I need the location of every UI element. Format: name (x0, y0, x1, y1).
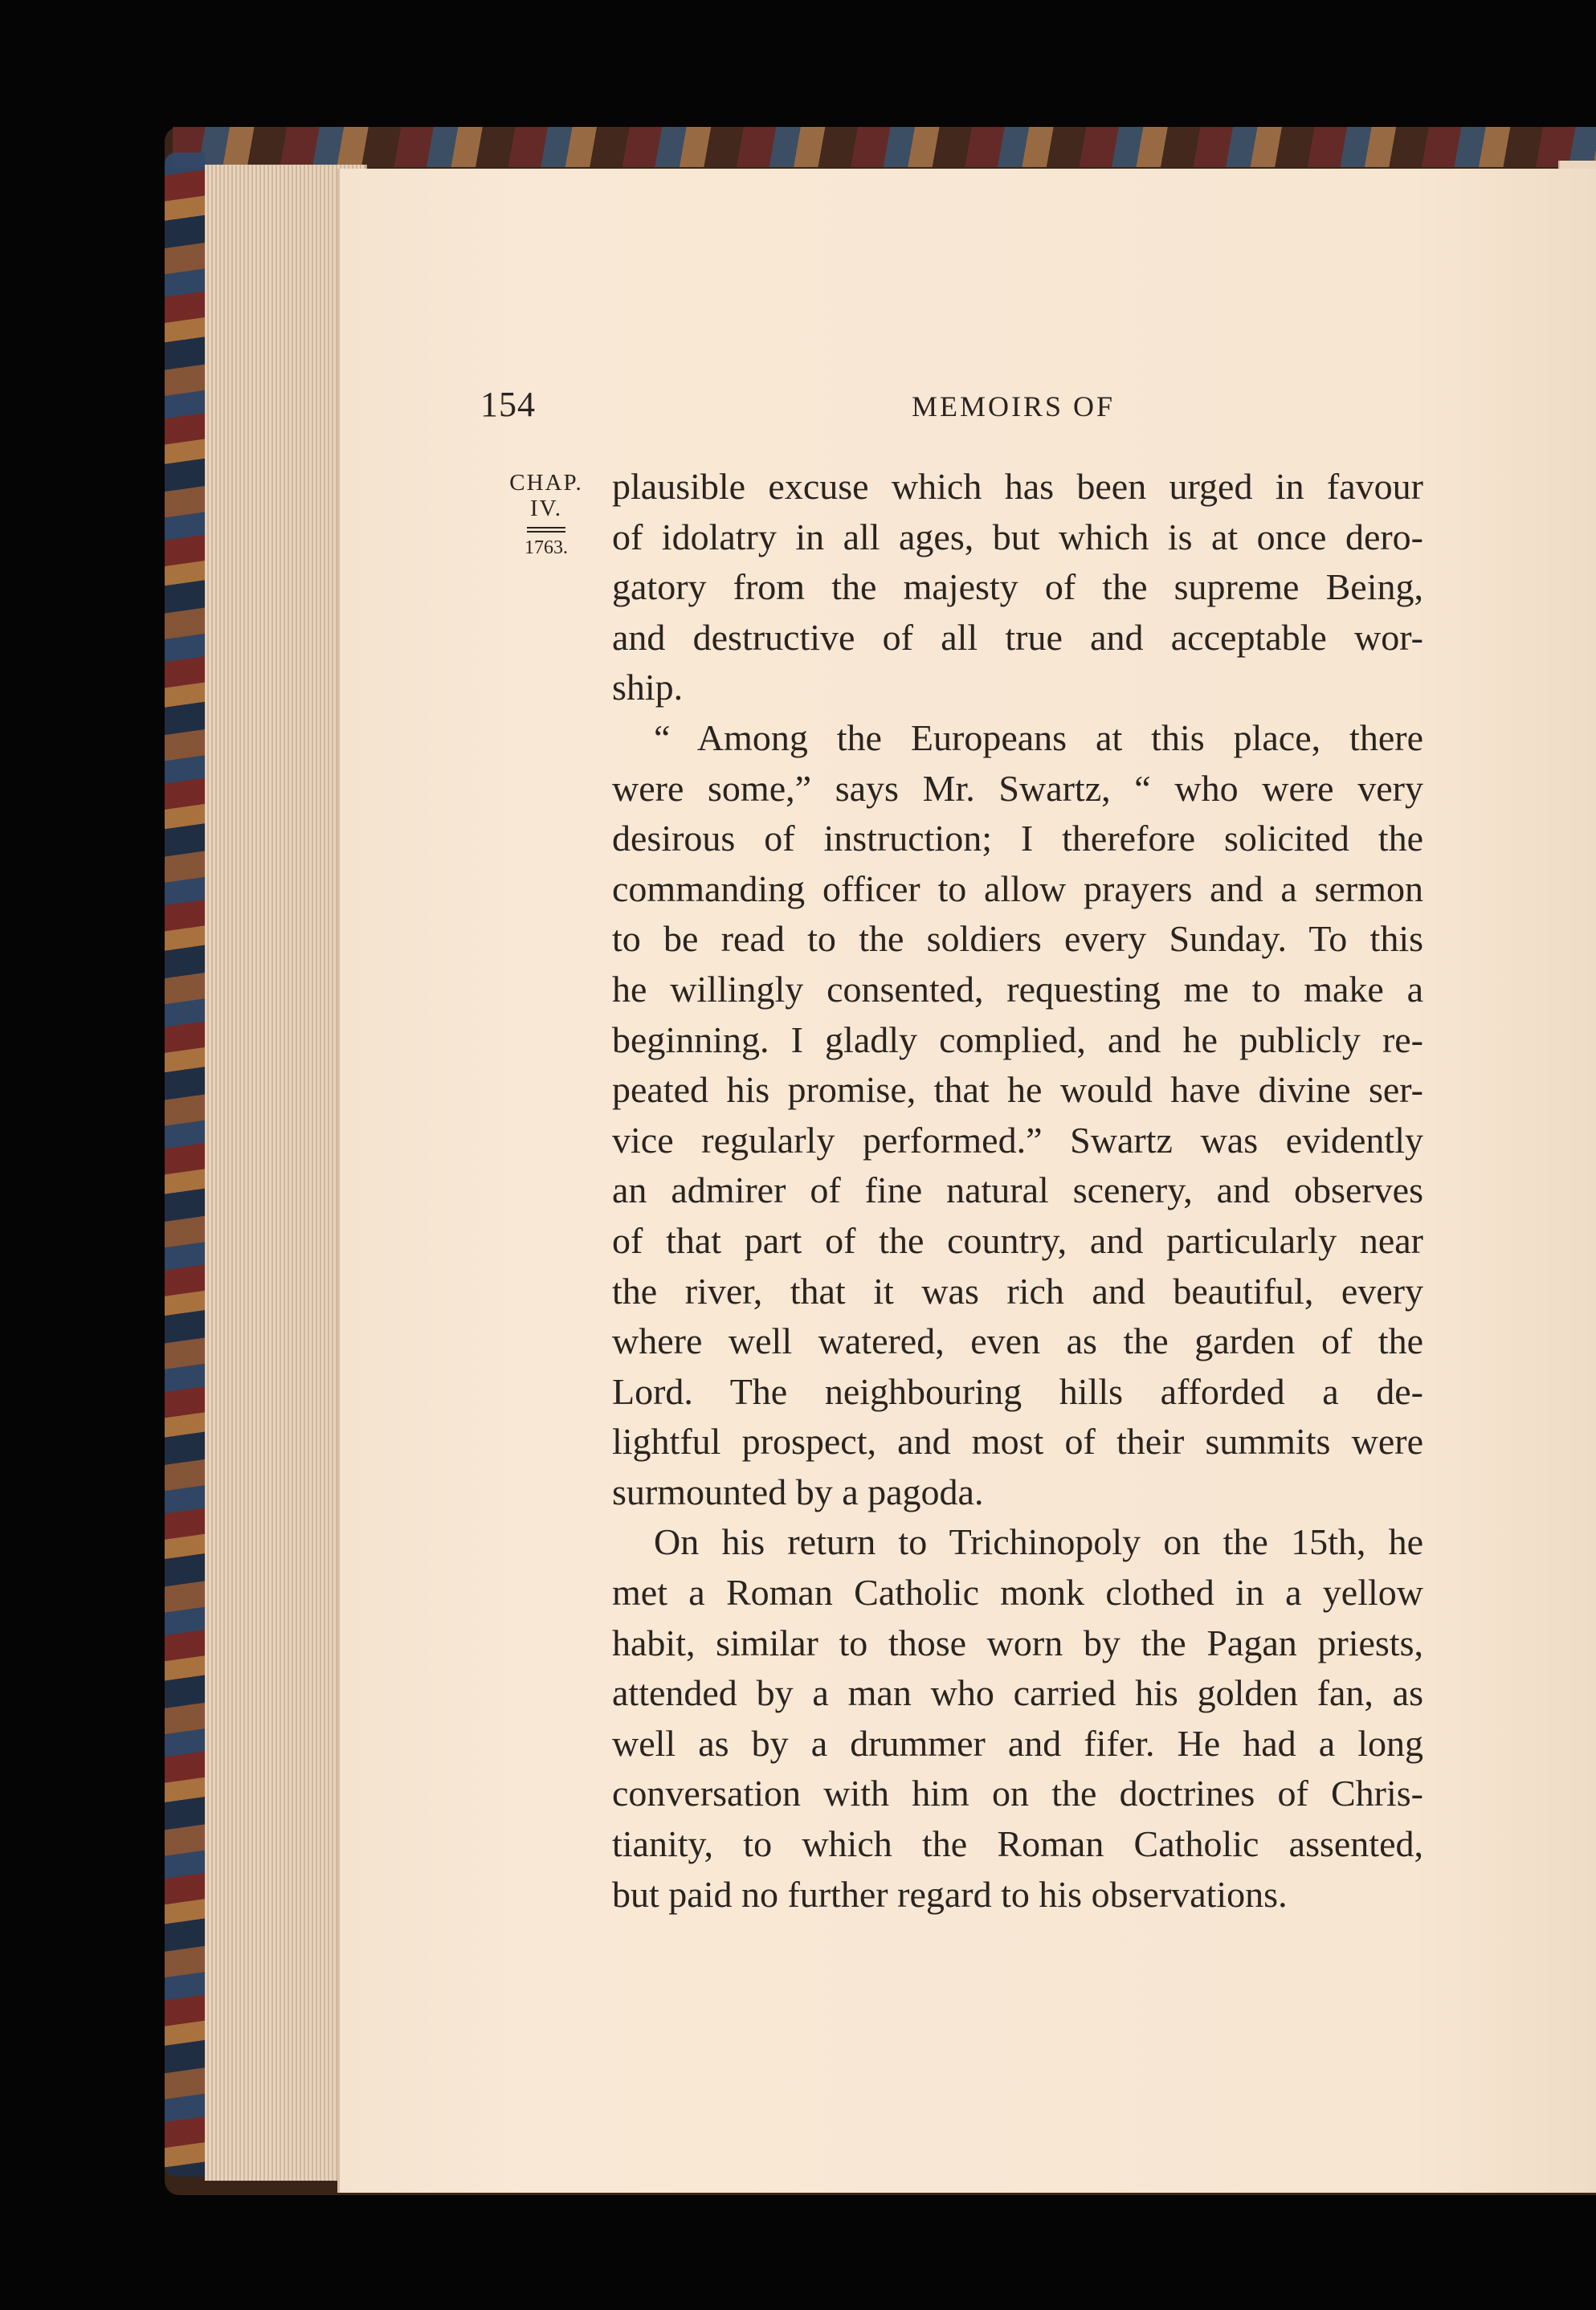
text-line: were some,” says Mr. Swartz, “ who were very (612, 767, 1423, 809)
text-line: gatory from the majesty of the supreme Being, (612, 566, 1423, 608)
text-line: where well watered, even as the garden of the (612, 1320, 1423, 1362)
text-line: of idolatry in all ages, but which is at once dero- (612, 516, 1423, 557)
body-text (612, 462, 1423, 1920)
text-line: tianity, to which the Roman Catholic assented, (612, 1823, 1423, 1865)
text-line: and destructive of all true and acceptable wor- (612, 616, 1423, 658)
margin-rule (527, 527, 565, 533)
text-line: beginning. I gladly complied, and he publicly re- (612, 1018, 1423, 1060)
text-line: conversation with him on the doctrines of Chris- (612, 1773, 1423, 1814)
text-line: Lord. The neighbouring hills afforded a de- (612, 1370, 1423, 1412)
page-number: 154 (480, 385, 536, 424)
text-line: On his return to Trichinopoly on the 15th, he (654, 1521, 1423, 1563)
text-line: “ Among the Europeans at this place, there (654, 716, 1423, 758)
text-line: peated his promise, that he would have divine ser- (612, 1069, 1423, 1111)
text-line: habit, similar to those worn by the Pagan priests, (612, 1622, 1423, 1663)
text-line: surmounted by a pagoda. (612, 1471, 984, 1512)
text-line: an admirer of fine natural scenery, and observes (612, 1169, 1423, 1211)
text-line: to be read to the soldiers every Sunday. To this (612, 918, 1423, 960)
cover-top-edge (173, 127, 1596, 167)
text-line: desirous of instruction; I therefore solicited the (612, 818, 1423, 859)
text-line: of that part of the country, and particularly near (612, 1219, 1423, 1261)
text-line: vice regularly performed.” Swartz was evidently (612, 1119, 1423, 1161)
margin-note (498, 470, 594, 559)
margin-chapter-number: IV. (529, 496, 563, 521)
marbled-endpaper (165, 153, 205, 2177)
text-line: attended by a man who carried his golden fan, as (612, 1672, 1423, 1714)
margin-year: 1763. (525, 537, 568, 558)
text-line: but paid no further regard to his observations. (612, 1873, 1288, 1915)
text-line: ship. (612, 667, 684, 708)
text-line: commanding officer to allow prayers and a sermon (612, 867, 1423, 909)
text-line: met a Roman Catholic monk clothed in a yellow (612, 1572, 1423, 1614)
text-line: plausible excuse which has been urged in favour (612, 466, 1423, 507)
running-head: MEMOIRS OF (912, 390, 1116, 422)
text-line: he willingly consented, requesting me to make a (612, 968, 1423, 1010)
text-line: lightful prospect, and most of their summits were (612, 1421, 1423, 1463)
margin-chapter-label: CHAP. (509, 470, 583, 496)
text-line: well as by a drummer and fifer. He had a long (612, 1722, 1423, 1764)
text-line: the river, that it was rich and beautiful, every (612, 1270, 1423, 1312)
